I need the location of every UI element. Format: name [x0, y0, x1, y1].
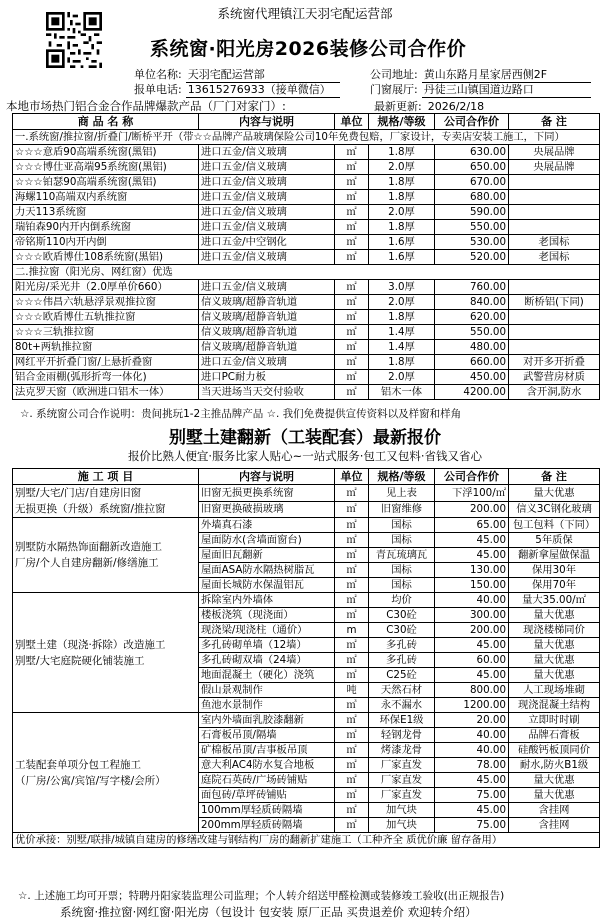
col-header: 备 注 — [509, 114, 600, 130]
col-header: 公司合作价 — [435, 114, 509, 130]
table-cell — [509, 280, 600, 295]
page-title: 系统窗·阳光房2026装修公司合作价 — [150, 38, 467, 60]
table-row — [13, 355, 600, 370]
table-cell: 铝合金雨棚(弧形折弯一体化) — [13, 370, 199, 385]
table-cell: ㎡ — [335, 340, 369, 355]
table-cell: ㎡ — [335, 310, 369, 325]
table-cell: ㎡ — [335, 518, 369, 533]
table-row — [13, 190, 600, 205]
table-cell: 660.00 — [435, 355, 509, 370]
table-cell: ㎡ — [335, 533, 369, 548]
table-cell: 烤漆龙骨 — [369, 743, 435, 758]
section2-title: 别墅土建翻新（工装配套）最新报价 — [169, 428, 441, 448]
table-row — [13, 250, 600, 265]
table-cell: ㎡ — [335, 325, 369, 340]
table-cell: 45.00 — [435, 548, 509, 563]
table-cell: 200mm厚轻质砖隔墙 — [199, 818, 335, 833]
table-cell: 石膏板吊顶/隔墙 — [199, 728, 335, 743]
table-cell: 1200.00 — [435, 698, 509, 713]
table-cell: ㎡ — [335, 190, 369, 205]
table-row — [13, 385, 600, 400]
table-row — [13, 310, 600, 325]
table-cell: ㎡ — [335, 803, 369, 818]
table-cell: 现浇混凝土结构 — [509, 698, 600, 713]
table-cell: ㎡ — [335, 638, 369, 653]
table-cell: ㎡ — [335, 355, 369, 370]
table-cell: 现浇梁/现浇柱（通价） — [199, 623, 335, 638]
table-cell: 人工现场堆砌 — [509, 683, 600, 698]
table-cell: 2.0厚 — [369, 295, 435, 310]
table-cell: 信义3C钢化玻璃 — [509, 501, 600, 518]
table-cell: 20.00 — [435, 713, 509, 728]
table-cell: 屋面长城防水保温铝瓦 — [199, 578, 335, 593]
table-cell: 含挂网 — [509, 818, 600, 833]
table-cell: 阳光房/采光井（2.0厚单价660） — [13, 280, 199, 295]
table-cell: 100mm厚轻质砖隔墙 — [199, 803, 335, 818]
table1-note: ☆. 系统窗公司合作说明：贵间挑玩1-2主推品牌产品 ☆. 我们免费提供宣传资料以及样窗和样角 — [20, 408, 462, 420]
store-label: 门窗展厅: — [370, 83, 418, 96]
latest-update — [374, 98, 520, 114]
table-cell: 含开洞,防水 — [509, 385, 600, 400]
table-cell: ㎡ — [335, 713, 369, 728]
table-row — [13, 518, 600, 533]
table-cell: 进口五金/信义玻璃 — [199, 250, 335, 265]
table-cell: 含挂网 — [509, 803, 600, 818]
table-cell: 进口五金/信义玻璃 — [199, 175, 335, 190]
table-cell: 量大优惠 — [509, 773, 600, 788]
table-cell: 60.00 — [435, 653, 509, 668]
table-cell: 下浮100/㎡ — [435, 485, 509, 502]
table-cell: 1.8厚 — [369, 145, 435, 160]
table-cell: 1.8厚 — [369, 175, 435, 190]
table-cell: C30砼 — [369, 623, 435, 638]
table-cell: 2.0厚 — [369, 205, 435, 220]
table-cell: 45.00 — [435, 773, 509, 788]
table-cell: ☆☆☆欧盾博仕五轨推拉窗 — [13, 310, 199, 325]
table-cell — [509, 325, 600, 340]
col-header: 内容与说明 — [199, 469, 335, 485]
table-cell: 450.00 — [435, 370, 509, 385]
table-cell: ㎡ — [335, 485, 369, 502]
phone-label: 报单电话: — [134, 83, 182, 96]
table-cell: 40.00 — [435, 743, 509, 758]
group-label: 别墅/大宅/门店/自建房旧窗 无损更换（升级）系统窗/推拉窗 — [13, 485, 199, 518]
table-cell: 进口五金/信义玻璃 — [199, 145, 335, 160]
table-cell — [509, 310, 600, 325]
table-cell: 45.00 — [435, 803, 509, 818]
table-row — [13, 175, 600, 190]
table-cell: ㎡ — [335, 145, 369, 160]
table-cell — [509, 340, 600, 355]
table-cell: ㎡ — [335, 370, 369, 385]
renovation-price-table — [12, 468, 600, 848]
table-cell: 45.00 — [435, 668, 509, 683]
table-cell: 信义玻璃/超静音轨道 — [199, 295, 335, 310]
table-cell: 200.00 — [435, 623, 509, 638]
table-cell: 量大优惠 — [509, 485, 600, 502]
table-cell: 40.00 — [435, 593, 509, 608]
table-cell: 信义玻璃/超静音轨道 — [199, 340, 335, 355]
header-top-line: 系统窗代理镇江天羽宅配运营部 — [217, 6, 393, 21]
table-cell: C30砼 — [369, 608, 435, 623]
table-row — [13, 205, 600, 220]
table-cell: ㎡ — [335, 578, 369, 593]
table-cell: 670.00 — [435, 175, 509, 190]
table-cell: 45.00 — [435, 638, 509, 653]
table-cell: 590.00 — [435, 205, 509, 220]
table-cell: 环保E1级 — [369, 713, 435, 728]
table-cell: 2.0厚 — [369, 160, 435, 175]
table-row — [13, 713, 600, 728]
table-cell: ☆☆☆伟昌六轨悬浮景观推拉窗 — [13, 295, 199, 310]
table-cell: 均价 — [369, 593, 435, 608]
table-cell: 国标 — [369, 533, 435, 548]
table-cell: 央展品牌 — [509, 145, 600, 160]
table-cell: 厂家直发 — [369, 773, 435, 788]
table-cell: 530.00 — [435, 235, 509, 250]
table-cell: 拆除室内外墙体 — [199, 593, 335, 608]
table-cell: 央展品牌 — [509, 160, 600, 175]
store-info — [370, 81, 591, 98]
col-header: 施 工 项 目 — [13, 469, 199, 485]
unit-label: 单位名称: — [134, 68, 182, 81]
table-row — [13, 160, 600, 175]
phone-value: 13615276933（接单微信） — [186, 81, 340, 98]
group-label: 别墅防水隔热饰面翻新改造施工 厂房/个人自建房翻新/修缮施工 — [13, 518, 199, 593]
table-cell: 保用30年 — [509, 563, 600, 578]
table-row — [13, 370, 600, 385]
table-cell: 耐水,防火B1级 — [509, 758, 600, 773]
table-cell: ㎡ — [335, 160, 369, 175]
table-cell: 吨 — [335, 683, 369, 698]
table-cell: 现浇楼梯同价 — [509, 623, 600, 638]
table-cell: ㎡ — [335, 295, 369, 310]
table-cell: 老国标 — [509, 250, 600, 265]
table-cell: 40.00 — [435, 728, 509, 743]
table-cell: 4200.00 — [435, 385, 509, 400]
table-cell: 进口五金/信义玻璃 — [199, 205, 335, 220]
table-cell: ㎡ — [335, 501, 369, 518]
table-cell: 外墙真石漆 — [199, 518, 335, 533]
table-cell: ㎡ — [335, 593, 369, 608]
table-cell: 进口五金/信义玻璃 — [199, 160, 335, 175]
table-cell: 室内外墙面乳胶漆翻新 — [199, 713, 335, 728]
table-cell: ☆☆☆铂瑟90高端系统窗(黑铝) — [13, 175, 199, 190]
table-cell: 5年质保 — [509, 533, 600, 548]
footer-row-text: 优价承接：别墅/联排/城镇自建房的修缮改建与钢结构厂房的翻新扩建施工（工种齐全 质优价廉 留存备用） — [13, 833, 600, 848]
table-cell: 1.8厚 — [369, 355, 435, 370]
table-cell: 200.00 — [435, 501, 509, 518]
table-cell: 45.00 — [435, 533, 509, 548]
table-cell: 1.4厚 — [369, 325, 435, 340]
table-cell: 多孔砖砌双墙（24墙） — [199, 653, 335, 668]
table-cell: 包工包料（下同） — [509, 518, 600, 533]
table-cell: 铝木一体 — [369, 385, 435, 400]
table-cell: 量大优惠 — [509, 668, 600, 683]
table-cell: 意大利AC4防水复合地板 — [199, 758, 335, 773]
table-cell: 1.6厚 — [369, 250, 435, 265]
table-cell: 680.00 — [435, 190, 509, 205]
footer-line-1: ☆. 上述施工均可开票；特聘丹阳家装监理公司监理；个人转介绍送甲醛检测或装修竣工验收(出正规报告) — [18, 890, 505, 902]
table-cell: ㎡ — [335, 220, 369, 235]
table-cell: 屋面ASA防水隔热树脂瓦 — [199, 563, 335, 578]
table-cell: 进口五金/信义玻璃 — [199, 220, 335, 235]
table-cell: 480.00 — [435, 340, 509, 355]
address-value: 黄山东路月星家居西侧2F — [422, 66, 591, 83]
table-cell: 瑞铂森90内开内倒系统窗 — [13, 220, 199, 235]
window-price-table — [12, 113, 600, 400]
table-header-row — [13, 114, 600, 130]
table-cell: 多孔砖 — [369, 653, 435, 668]
table-cell: 永不漏水 — [369, 698, 435, 713]
table-cell: 楼板浇筑（现浇面） — [199, 608, 335, 623]
table-cell: ㎡ — [335, 385, 369, 400]
table-cell: 进口PC耐力板 — [199, 370, 335, 385]
table-cell: 地面混凝土（硬化）浇筑 — [199, 668, 335, 683]
table-cell: ㎡ — [335, 608, 369, 623]
table-cell: 旧窗无损更换系统窗 — [199, 485, 335, 502]
group-label: 别墅土建（现浇·拆除）改造施工 别墅/大宅庭院硬化铺装施工 — [13, 593, 199, 713]
table-cell: 75.00 — [435, 788, 509, 803]
col-header: 备 注 — [509, 469, 600, 485]
latest-value: 2026/2/18 — [426, 100, 520, 114]
table-cell: 硅酸钙板顶同价 — [509, 743, 600, 758]
table-cell: 550.00 — [435, 325, 509, 340]
table-cell: 国标 — [369, 563, 435, 578]
table-cell: ☆☆☆三轨推拉窗 — [13, 325, 199, 340]
table-cell: 1.8厚 — [369, 190, 435, 205]
table-cell: 立即时时刷 — [509, 713, 600, 728]
table-cell: 屋面防水(含墙面窗台) — [199, 533, 335, 548]
table-cell: 对开多开折叠 — [509, 355, 600, 370]
table-cell: 300.00 — [435, 608, 509, 623]
table-row — [13, 340, 600, 355]
table-cell: 550.00 — [435, 220, 509, 235]
table-cell: 840.00 — [435, 295, 509, 310]
table-row — [13, 145, 600, 160]
table-cell: 见上表 — [369, 485, 435, 502]
table-cell: ㎡ — [335, 788, 369, 803]
table-cell: 630.00 — [435, 145, 509, 160]
table-cell: 量大优惠 — [509, 653, 600, 668]
table-row — [13, 593, 600, 608]
footer-row — [13, 833, 600, 848]
table-row — [13, 220, 600, 235]
unit-value: 天羽宅配运营部 — [186, 66, 340, 83]
table-cell: 800.00 — [435, 683, 509, 698]
table-cell: 旧窗维修 — [369, 501, 435, 518]
table-cell: ㎡ — [335, 250, 369, 265]
group-label: 工装配套单项分包工程施工 （厂房/公寓/宾馆/写字楼/会所） — [13, 713, 199, 833]
brand-line: 本地市场热门铝合金合作品牌爆款产品（厂门对家门）: — [6, 99, 286, 113]
table-cell: 武警营房材质 — [509, 370, 600, 385]
table-cell: 翻新拿屋做保温 — [509, 548, 600, 563]
table-cell: 进口五金/信义玻璃 — [199, 355, 335, 370]
table-cell — [509, 205, 600, 220]
table-cell: 厂家直发 — [369, 788, 435, 803]
table-cell: ㎡ — [335, 743, 369, 758]
table-cell: 量大优惠 — [509, 788, 600, 803]
table-cell: 矿棉板吊顶/吉事板吊顶 — [199, 743, 335, 758]
table-cell — [509, 175, 600, 190]
section-row — [13, 265, 600, 280]
table-cell: ㎡ — [335, 205, 369, 220]
table-cell: 75.00 — [435, 818, 509, 833]
table-row — [13, 295, 600, 310]
table-cell: 65.00 — [435, 518, 509, 533]
table-cell: 2.0厚 — [369, 370, 435, 385]
table-cell: 多孔砖 — [369, 638, 435, 653]
table-cell: ☆☆☆欧盾博仕108系统窗(黑铝) — [13, 250, 199, 265]
phone-info — [134, 81, 340, 98]
table-cell: 1.8厚 — [369, 310, 435, 325]
table-cell: 海螺110高端双内系统窗 — [13, 190, 199, 205]
table-cell: 当天进场当天交付验收 — [199, 385, 335, 400]
section-label: 二.推拉窗（阳光房、网红窗）优选 — [13, 265, 600, 280]
latest-label: 最新更新: — [374, 100, 422, 113]
table-cell: 天然石材 — [369, 683, 435, 698]
table-cell: ㎡ — [335, 668, 369, 683]
table-cell: 进口五金/信义玻璃 — [199, 190, 335, 205]
table-cell: ☆☆☆博仕亚高端95系统窗(黑铝) — [13, 160, 199, 175]
table-cell: m — [335, 623, 369, 638]
section-row — [13, 130, 600, 145]
address-label: 公司地址: — [370, 68, 418, 81]
table-cell: 信义玻璃/超静音轨道 — [199, 325, 335, 340]
table-cell: 断桥铝(下同) — [509, 295, 600, 310]
table-cell: 庭院石英砖/广场砖铺贴 — [199, 773, 335, 788]
table-cell: 鱼池水景制作 — [199, 698, 335, 713]
table-cell: 78.00 — [435, 758, 509, 773]
col-header: 商 品 名 称 — [13, 114, 199, 130]
table-cell: ㎡ — [335, 773, 369, 788]
table-cell: 加气块 — [369, 803, 435, 818]
table-cell: ㎡ — [335, 175, 369, 190]
table-cell: 130.00 — [435, 563, 509, 578]
col-header: 公司合作价 — [435, 469, 509, 485]
table-cell: 品牌石膏板 — [509, 728, 600, 743]
table-cell — [509, 190, 600, 205]
table-cell: 保用70年 — [509, 578, 600, 593]
table-cell: 进口五金/信义玻璃 — [199, 280, 335, 295]
col-header: 内容与说明 — [199, 114, 335, 130]
table-cell: ㎡ — [335, 653, 369, 668]
table-cell: 信义玻璃/超静音轨道 — [199, 310, 335, 325]
col-header: 规格/等级 — [369, 114, 435, 130]
table-cell: ㎡ — [335, 728, 369, 743]
table-cell: ㎥ — [335, 698, 369, 713]
table-cell: 轻钢龙骨 — [369, 728, 435, 743]
table-row — [13, 485, 600, 502]
section-label: 一.系统窗/推拉窗/折叠门/断桥平开（带☆☆品牌产品玻璃保险公司10年免费包赔，厂家设计，专卖店安装工施工，下同） — [13, 130, 600, 145]
table-cell: ㎡ — [335, 280, 369, 295]
table-header-row — [13, 469, 600, 485]
table-cell: 3.0厚 — [369, 280, 435, 295]
col-header: 规格/等级 — [369, 469, 435, 485]
table-cell: 1.4厚 — [369, 340, 435, 355]
table-cell: 假山景观制作 — [199, 683, 335, 698]
table-cell: ☆☆☆意盾90高端系统窗(黑铝) — [13, 145, 199, 160]
table-cell: ㎡ — [335, 563, 369, 578]
table-cell: 国标 — [369, 578, 435, 593]
table-cell: 量大优惠 — [509, 638, 600, 653]
table-cell: 法克罗天窗（欧洲进口铝木一体） — [13, 385, 199, 400]
table-cell: 520.00 — [435, 250, 509, 265]
table-cell: 1.8厚 — [369, 220, 435, 235]
table-cell: 屋面旧瓦翻新 — [199, 548, 335, 563]
table-cell: 760.00 — [435, 280, 509, 295]
table-cell: 帝铭斯110内开内倒 — [13, 235, 199, 250]
table-cell: ㎡ — [335, 758, 369, 773]
table-cell: 厂家直发 — [369, 758, 435, 773]
table-cell: 老国标 — [509, 235, 600, 250]
table-row — [13, 325, 600, 340]
table-row — [13, 280, 600, 295]
section2-subtitle: 报价比熟人便宜·服务比家人贴心~一站式服务·包工又包料·省钱又省心 — [127, 449, 483, 463]
table-cell: 80t+两轨推拉窗 — [13, 340, 199, 355]
table-cell: 量大35.00/㎡ — [509, 593, 600, 608]
col-header: 单位 — [335, 469, 369, 485]
table-cell: ㎡ — [335, 818, 369, 833]
table-cell — [509, 220, 600, 235]
table-cell: ㎡ — [335, 235, 369, 250]
table-row — [13, 235, 600, 250]
table-cell: 进口五金/中空钢化 — [199, 235, 335, 250]
table-cell: 旧窗更换破损玻璃 — [199, 501, 335, 518]
col-header: 单位 — [335, 114, 369, 130]
table-cell: 150.00 — [435, 578, 509, 593]
table-cell: C25砼 — [369, 668, 435, 683]
table-cell: 面包砖/草坪砖铺贴 — [199, 788, 335, 803]
footer-line-2: 系统窗·推拉窗·网红窗·阳光房（包设计 包安装 原厂正品 买贵退差价 欢迎转介绍） — [60, 905, 477, 919]
table-cell: 青瓦琉璃瓦 — [369, 548, 435, 563]
table-cell: 加气块 — [369, 818, 435, 833]
table-cell: 650.00 — [435, 160, 509, 175]
table-cell: 量大优惠 — [509, 608, 600, 623]
table-cell: 网红平开折叠门窗/上悬折叠窗 — [13, 355, 199, 370]
table-cell: 620.00 — [435, 310, 509, 325]
table-cell: 多孔砖砌单墙（12墙） — [199, 638, 335, 653]
table-cell: 国标 — [369, 518, 435, 533]
store-value: 丹徒三山镇国道边路口 — [422, 81, 591, 98]
table-cell: 1.6厚 — [369, 235, 435, 250]
table-cell: 力天113系统窗 — [13, 205, 199, 220]
table-cell: ㎡ — [335, 548, 369, 563]
